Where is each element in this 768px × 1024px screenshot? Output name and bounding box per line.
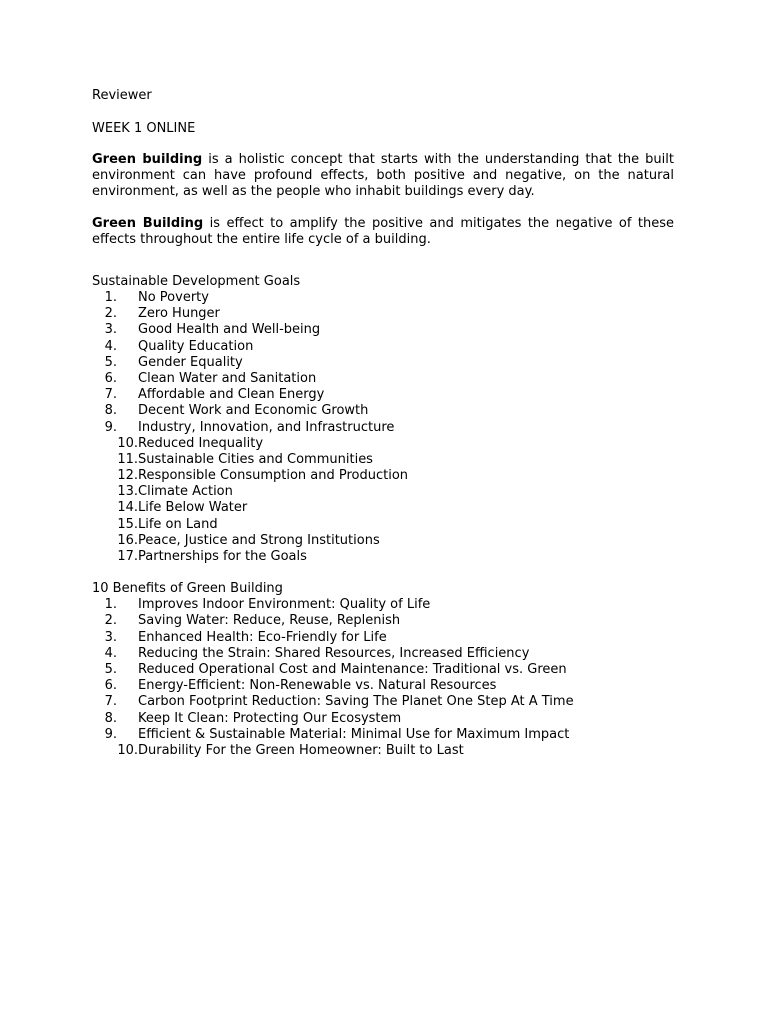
list-number: 5.	[104, 661, 117, 677]
list-text: Keep It Clean: Protecting Our Ecosystem	[138, 710, 402, 726]
definition-term-1: Green building	[92, 152, 203, 167]
list-number: 9.	[104, 419, 117, 435]
list-item	[92, 694, 674, 710]
list-text: Peace, Justice and Strong Institutions	[138, 532, 380, 548]
list-number: 11.	[117, 451, 138, 467]
list-text: Durability For the Green Homeowner: Built to Last	[138, 742, 464, 758]
list-text: Partnerships for the Goals	[138, 549, 307, 564]
list-text: Clean Water and Sanitation	[138, 370, 317, 386]
list-number: 2.	[104, 306, 117, 322]
list-text: Sustainable Cities and Communities	[138, 451, 373, 467]
list-text: No Poverty	[138, 290, 209, 305]
list-text: Energy-Efficient: Non-Renewable vs. Natural Resources	[138, 678, 497, 694]
list-item	[92, 403, 674, 419]
list-item	[92, 597, 674, 613]
benefits-list	[92, 597, 674, 759]
list-number: 7.	[104, 387, 117, 403]
list-item	[92, 468, 674, 484]
definition-term-2: Green Building	[92, 216, 204, 231]
benefits-heading: 10 Benefits of Green Building	[92, 581, 283, 597]
definition-text-1: is a holistic concept that starts with the understanding that the built environment can have profound effects, both positive and negative, on the natural environment, as well as the people who inhabit buildings every day.	[92, 152, 674, 199]
list-item	[92, 339, 674, 355]
list-text: Climate Action	[138, 484, 233, 500]
list-number: 15.	[117, 516, 138, 532]
list-number: 14.	[117, 500, 138, 516]
list-item	[92, 371, 674, 387]
document-title: Reviewer	[92, 88, 152, 103]
list-number: 16.	[117, 532, 138, 548]
list-text: Efficient & Sustainable Material: Minimal Use for Maximum Impact	[138, 726, 570, 742]
list-number: 10.	[117, 435, 138, 451]
sdg-list	[92, 290, 674, 565]
list-item	[92, 613, 674, 629]
list-text: Carbon Footprint Reduction: Saving The Planet One Step At A Time	[138, 694, 574, 710]
list-item	[92, 711, 674, 727]
list-item	[92, 630, 674, 646]
list-item	[92, 452, 674, 468]
document-content	[92, 88, 674, 759]
list-text: Affordable and Clean Energy	[138, 387, 325, 403]
list-text: Reduced Operational Cost and Maintenance: Traditional vs. Green	[138, 661, 567, 677]
list-text: Zero Hunger	[138, 306, 220, 322]
definition-paragraph-1	[92, 152, 674, 200]
list-number: 12.	[117, 468, 138, 484]
list-text: Life Below Water	[138, 500, 248, 516]
list-item	[92, 517, 674, 533]
definition-text-2: is effect to amplify the positive and mitigates the negative of these effects throughout the entire life cycle of a building.	[92, 216, 674, 247]
sdg-heading: Sustainable Development Goals	[92, 274, 301, 289]
list-number: 8.	[104, 403, 117, 419]
list-number: 13.	[117, 484, 138, 500]
list-text: Decent Work and Economic Growth	[138, 403, 369, 419]
list-number: 8.	[104, 710, 117, 726]
list-item	[92, 533, 674, 549]
list-number: 2.	[104, 613, 117, 629]
list-text: Saving Water: Reduce, Reuse, Replenish	[138, 613, 401, 629]
list-item	[92, 420, 674, 436]
list-text: Responsible Consumption and Production	[138, 468, 409, 484]
definition-paragraph-2	[92, 216, 674, 248]
list-number: 3.	[104, 629, 117, 645]
list-number: 17.	[117, 549, 138, 564]
list-text: Life on Land	[138, 516, 218, 532]
list-item	[92, 290, 674, 306]
list-number: 7.	[104, 694, 117, 710]
list-item	[92, 727, 674, 743]
list-number: 6.	[104, 370, 117, 386]
list-item	[92, 387, 674, 403]
list-item	[92, 662, 674, 678]
list-item	[92, 646, 674, 662]
list-item	[92, 549, 674, 565]
list-item	[92, 500, 674, 516]
list-item	[92, 484, 674, 500]
list-item	[92, 743, 674, 759]
list-number: 4.	[104, 338, 117, 354]
list-text: Good Health and Well-being	[138, 322, 321, 338]
list-text: Industry, Innovation, and Infrastructure	[138, 419, 395, 435]
document-subtitle: WEEK 1 ONLINE	[92, 121, 196, 136]
list-text: Reduced Inequality	[138, 435, 264, 451]
list-text: Reducing the Strain: Shared Resources, Increased Efficiency	[138, 645, 530, 661]
list-text: Enhanced Health: Eco-Friendly for Life	[138, 629, 387, 645]
list-item	[92, 322, 674, 338]
list-number: 9.	[104, 726, 117, 742]
list-text: Improves Indoor Environment: Quality of Life	[138, 597, 431, 613]
list-item	[92, 355, 674, 371]
list-text: Gender Equality	[138, 354, 243, 370]
list-number: 3.	[104, 322, 117, 338]
list-item	[92, 436, 674, 452]
list-number: 5.	[104, 354, 117, 370]
list-number: 4.	[104, 645, 117, 661]
list-number: 1.	[104, 597, 117, 613]
list-number: 10.	[117, 742, 138, 758]
list-text: Quality Education	[138, 338, 254, 354]
list-number: 1.	[104, 290, 117, 305]
list-item	[92, 678, 674, 694]
list-number: 6.	[104, 678, 117, 694]
list-item	[92, 306, 674, 322]
